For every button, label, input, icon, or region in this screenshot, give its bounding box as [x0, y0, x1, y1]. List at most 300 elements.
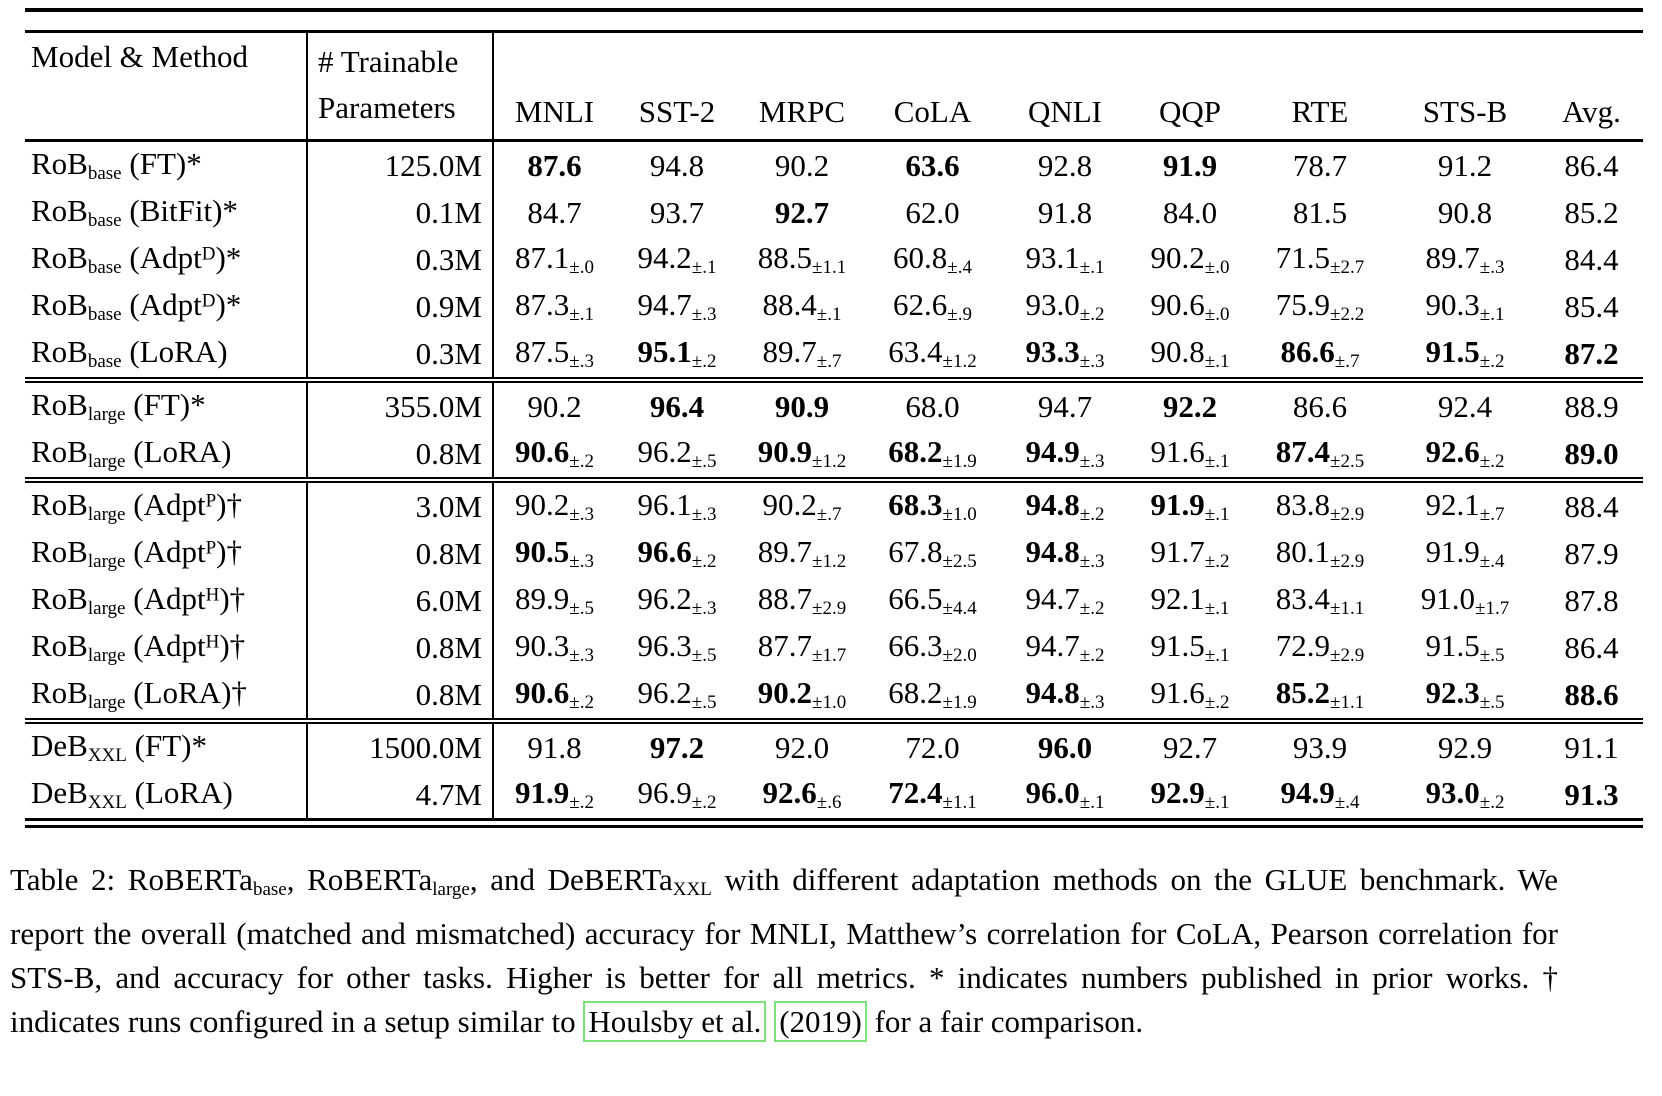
metric-cell: [1130, 577, 1250, 624]
metric-value: 78.7: [1292, 148, 1348, 183]
glue-results-table: [25, 30, 1643, 821]
metric-cell: [1250, 577, 1390, 624]
metric-cell: [1390, 624, 1540, 671]
method-label: (LoRA)†: [125, 675, 247, 711]
method-superscript: D: [201, 243, 216, 265]
metric-value: 90.9: [757, 434, 813, 470]
metric-stddev-subscript: ±2.5: [1330, 450, 1365, 472]
trainable-parameters-cell: 0.1M: [307, 189, 493, 236]
metric-cell: [1250, 721, 1390, 771]
metric-cell: [1250, 141, 1390, 190]
header-trainable-line1: # Trainable: [318, 44, 459, 79]
caption-subscript: large: [432, 878, 470, 900]
table-row: [25, 771, 1643, 820]
table-row: [25, 330, 1643, 380]
metric-stddev-subscript: ±.1: [1204, 644, 1230, 666]
metric-value: 91.5: [1425, 334, 1480, 370]
metric-cell: [1250, 771, 1390, 820]
caption-subscript: XXL: [672, 878, 712, 900]
metric-cell: [615, 330, 739, 380]
metric-value: 90.2: [1150, 240, 1205, 276]
metric-cell: [1390, 330, 1540, 380]
metric-value: 62.6: [893, 287, 948, 323]
metric-cell: [615, 430, 739, 480]
metric-value: 75.9: [1275, 287, 1331, 323]
model-method-cell: [25, 380, 307, 430]
metric-stddev-subscript: ±1.1: [942, 791, 977, 813]
model-method-cell: [25, 189, 307, 236]
method-label-suffix: )†: [216, 534, 242, 570]
metric-value: 91.9: [1150, 487, 1205, 523]
metric-value: 91.9: [1425, 534, 1480, 570]
metric-cell: [493, 577, 615, 624]
metric-stddev-subscript: ±.1: [816, 303, 842, 325]
metric-stddev-subscript: ±.3: [1079, 550, 1105, 572]
table-top-rule: [25, 8, 1643, 12]
metric-value: 87.3: [515, 287, 570, 323]
metric-stddev-subscript: ±.5: [1479, 691, 1505, 713]
model-subscript: large: [87, 644, 126, 666]
metric-cell: [739, 771, 865, 820]
metric-value: 86.6: [1292, 389, 1348, 424]
metric-cell: [1250, 380, 1390, 430]
metric-value: 85.2: [1275, 675, 1331, 711]
metric-value: 97.2: [649, 730, 705, 765]
metric-stddev-subscript: ±.5: [569, 597, 594, 619]
metric-stddev-subscript: ±.3: [569, 350, 594, 372]
metric-value: 96.9: [637, 775, 692, 811]
metric-cell: [739, 480, 865, 530]
metric-cell: [493, 624, 615, 671]
metric-cell: [493, 671, 615, 721]
caption-subscript: base: [252, 878, 287, 900]
metric-cell: [739, 283, 865, 330]
metric-value: 91.6: [1150, 434, 1205, 470]
metric-cell: [1130, 141, 1250, 190]
trainable-parameters-cell: 0.8M: [307, 624, 493, 671]
trainable-parameters-cell: 0.9M: [307, 283, 493, 330]
method-label: (LoRA): [126, 775, 233, 811]
metric-value: 72.4: [888, 775, 943, 811]
model-subscript: large: [87, 403, 126, 425]
metric-stddev-subscript: ±.9: [947, 303, 972, 325]
metric-cell: [493, 771, 615, 820]
metric-cell: [865, 480, 1000, 530]
trainable-parameters-cell: 0.3M: [307, 236, 493, 283]
metric-value: 91.1: [1564, 730, 1619, 765]
metric-value: 96.1: [637, 487, 692, 523]
metric-value: 87.7: [757, 628, 813, 664]
metric-cell: [865, 330, 1000, 380]
metric-cell: [1390, 771, 1540, 820]
metric-cell: [1540, 430, 1643, 480]
metric-stddev-subscript: ±.1: [1204, 503, 1230, 525]
metric-cell: [493, 380, 615, 430]
metric-value: 88.5: [757, 240, 813, 276]
method-label: (LoRA): [121, 334, 228, 370]
metric-value: 81.5: [1292, 195, 1348, 230]
metric-cell: [1390, 671, 1540, 721]
metric-cell: [739, 671, 865, 721]
trainable-parameters-cell: 0.8M: [307, 430, 493, 480]
metric-value: 91.3: [1564, 777, 1619, 812]
model-subscript: XXL: [87, 744, 127, 766]
metric-stddev-subscript: ±1.7: [1475, 597, 1510, 619]
column-header-cola: CoLA: [893, 94, 972, 129]
method-superscript: H: [205, 631, 220, 653]
column-header-sts-b: STS-B: [1422, 94, 1508, 129]
metric-value: 92.7: [1162, 730, 1218, 765]
metric-cell: [1000, 771, 1130, 820]
metric-value: 72.9: [1275, 628, 1331, 664]
metric-cell: [865, 189, 1000, 236]
metric-value: 88.4: [1564, 489, 1619, 524]
metric-cell: [739, 530, 865, 577]
metric-value: 90.2: [774, 148, 830, 183]
method-label: (LoRA): [125, 434, 232, 470]
metric-value: 93.9: [1292, 730, 1348, 765]
metric-stddev-subscript: ±.7: [816, 350, 842, 372]
metric-stddev-subscript: ±.5: [691, 644, 717, 666]
metric-cell: [865, 236, 1000, 283]
metric-value: 93.1: [1025, 240, 1080, 276]
column-header-rte: RTE: [1291, 94, 1349, 129]
metric-cell: [1540, 141, 1643, 190]
metric-stddev-subscript: ±.1: [1079, 791, 1105, 813]
metric-value: 84.0: [1162, 195, 1218, 230]
metric-stddev-subscript: ±.3: [1079, 691, 1105, 713]
table-row: [25, 283, 1643, 330]
model-name: DeB: [31, 728, 88, 764]
metric-cell: [739, 430, 865, 480]
metric-value: 90.8: [1150, 334, 1205, 370]
metric-cell: [1540, 530, 1643, 577]
method-label: (BitFit)*: [121, 193, 238, 229]
metric-value: 96.2: [637, 434, 692, 470]
metric-value: 94.9: [1280, 775, 1335, 811]
metric-stddev-subscript: ±.2: [1479, 350, 1505, 372]
metric-stddev-subscript: ±.0: [1204, 303, 1230, 325]
metric-stddev-subscript: ±.5: [1479, 644, 1505, 666]
metric-cell: [1250, 671, 1390, 721]
metric-value: 90.8: [1437, 195, 1493, 230]
metric-value: 72.0: [905, 730, 960, 765]
metric-stddev-subscript: ±2.7: [1330, 256, 1365, 278]
table-row: [25, 480, 1643, 530]
metric-cell: [615, 141, 739, 190]
metric-cell: [865, 430, 1000, 480]
method-superscript: H: [205, 584, 220, 606]
metric-value: 87.5: [515, 334, 570, 370]
metric-value: 90.6: [515, 675, 570, 711]
metric-stddev-subscript: ±.1: [1479, 303, 1505, 325]
metric-value: 91.5: [1150, 628, 1205, 664]
metric-cell: [493, 236, 615, 283]
metric-value: 87.9: [1564, 536, 1619, 571]
model-method-cell: [25, 577, 307, 624]
model-name: RoB: [31, 675, 88, 711]
model-method-cell: [25, 430, 307, 480]
metric-cell: [1130, 236, 1250, 283]
metric-value: 93.3: [1025, 334, 1080, 370]
metric-value: 90.2: [515, 487, 570, 523]
metric-cell: [739, 577, 865, 624]
caption-text: , RoBERTa: [286, 862, 433, 897]
metric-stddev-subscript: ±.2: [569, 450, 594, 472]
metric-stddev-subscript: ±.7: [1479, 503, 1505, 525]
model-subscript: large: [87, 691, 126, 713]
metric-cell: [615, 771, 739, 820]
metric-stddev-subscript: ±.0: [569, 256, 594, 278]
metric-cell: [493, 189, 615, 236]
metric-value: 93.0: [1025, 287, 1080, 323]
table-row: [25, 236, 1643, 283]
metric-stddev-subscript: ±1.2: [942, 350, 977, 372]
metric-value: 95.1: [637, 334, 692, 370]
table-row: [25, 380, 1643, 430]
metric-stddev-subscript: ±.1: [691, 256, 717, 278]
trainable-parameters-cell: 0.8M: [307, 530, 493, 577]
metric-value: 92.7: [774, 195, 830, 230]
trainable-parameters-cell: 3.0M: [307, 480, 493, 530]
metric-cell: [739, 189, 865, 236]
metric-cell: [739, 330, 865, 380]
metric-value: 90.2: [762, 487, 817, 523]
table-header-row: [25, 32, 1643, 141]
metric-value: 68.0: [905, 389, 960, 424]
metric-value: 92.6: [762, 775, 817, 811]
caption-text: Table 2: RoBERTa: [10, 862, 253, 897]
metric-stddev-subscript: ±.2: [1204, 550, 1230, 572]
metric-stddev-subscript: ±2.9: [1330, 550, 1365, 572]
metric-value: 92.8: [1037, 148, 1093, 183]
metric-cell: [1000, 430, 1130, 480]
metric-value: 88.4: [762, 287, 817, 323]
model-method-cell: [25, 141, 307, 190]
metric-stddev-subscript: ±2.9: [1330, 644, 1365, 666]
method-label: (FT)*: [121, 146, 202, 182]
method-label: (Adpt: [125, 534, 206, 570]
model-subscript: large: [87, 450, 126, 472]
model-method-cell: [25, 671, 307, 721]
citation-link[interactable]: (2019): [774, 1001, 867, 1042]
metric-value: 86.6: [1280, 334, 1335, 370]
header-trainable-line2: Parameters: [318, 90, 456, 125]
metric-cell: [1000, 671, 1130, 721]
metric-cell: [1540, 771, 1643, 820]
metric-stddev-subscript: ±.2: [569, 791, 594, 813]
column-header-qqp: QQP: [1158, 94, 1221, 129]
method-label-suffix: )†: [219, 628, 246, 664]
metric-value: 63.6: [905, 148, 960, 183]
metric-cell: [865, 721, 1000, 771]
citation-link[interactable]: Houlsby et al.: [583, 1001, 766, 1042]
metric-stddev-subscript: ±.5: [691, 691, 717, 713]
metric-cell: [615, 189, 739, 236]
metric-value: 91.8: [1037, 195, 1093, 230]
metric-stddev-subscript: ±.2: [691, 550, 717, 572]
model-name: RoB: [31, 434, 88, 470]
method-label-suffix: )*: [215, 240, 242, 276]
metric-cell: [615, 624, 739, 671]
metric-stddev-subscript: ±.1: [1204, 791, 1230, 813]
metric-cell: [1000, 141, 1130, 190]
metric-cell: [1540, 236, 1643, 283]
metric-value: 91.9: [1162, 148, 1218, 183]
metric-cell: [1130, 283, 1250, 330]
metric-cell: [865, 141, 1000, 190]
metric-value: 94.8: [649, 148, 705, 183]
method-label: (Adpt: [125, 628, 206, 664]
metric-value: 87.6: [527, 148, 582, 183]
metric-cell: [1540, 721, 1643, 771]
metric-value: 96.0: [1025, 775, 1080, 811]
method-label: (Adpt: [121, 287, 202, 323]
method-label: (Adpt: [125, 581, 206, 617]
metric-value: 90.6: [515, 434, 570, 470]
metric-value: 85.2: [1564, 195, 1619, 230]
metric-stddev-subscript: ±.3: [1479, 256, 1505, 278]
metric-stddev-subscript: ±.1: [569, 303, 594, 325]
metric-cell: [865, 283, 1000, 330]
metric-value: 87.8: [1564, 583, 1619, 618]
metric-cell: [615, 671, 739, 721]
metric-cell: [1540, 577, 1643, 624]
metric-cell: [1540, 480, 1643, 530]
metric-stddev-subscript: ±1.1: [1330, 691, 1365, 713]
trainable-parameters-cell: 355.0M: [307, 380, 493, 430]
model-subscript: base: [87, 303, 122, 325]
metric-stddev-subscript: ±.1: [1204, 350, 1230, 372]
metric-cell: [1390, 530, 1540, 577]
table-caption: [10, 858, 1558, 1044]
metric-value: 91.6: [1150, 675, 1205, 711]
metric-cell: [493, 283, 615, 330]
model-name: RoB: [31, 487, 88, 523]
model-name: RoB: [31, 146, 88, 182]
metric-value: 68.3: [888, 487, 943, 523]
model-subscript: large: [87, 597, 126, 619]
metric-cell: [1000, 380, 1130, 430]
metric-cell: [1250, 236, 1390, 283]
metric-cell: [1000, 530, 1130, 577]
metric-cell: [1540, 283, 1643, 330]
metric-cell: [493, 330, 615, 380]
metric-value: 71.5: [1275, 240, 1331, 276]
trainable-parameters-cell: 0.8M: [307, 671, 493, 721]
metric-value: 96.2: [637, 581, 692, 617]
metric-cell: [615, 236, 739, 283]
metric-value: 90.6: [1150, 287, 1205, 323]
metric-value: 92.1: [1425, 487, 1480, 523]
model-name: DeB: [31, 775, 88, 811]
metric-cell: [865, 771, 1000, 820]
metric-value: 96.0: [1037, 730, 1093, 765]
metric-stddev-subscript: ±.2: [1204, 691, 1230, 713]
metric-cell: [1130, 771, 1250, 820]
trainable-parameters-cell: 1500.0M: [307, 721, 493, 771]
metric-cell: [615, 530, 739, 577]
table-row: [25, 577, 1643, 624]
model-subscript: base: [87, 350, 122, 372]
metric-value: 89.7: [757, 534, 813, 570]
metric-cell: [865, 671, 1000, 721]
metric-stddev-subscript: ±.3: [569, 503, 594, 525]
metric-stddev-subscript: ±1.1: [1330, 597, 1365, 619]
method-superscript: P: [205, 537, 217, 559]
metric-value: 90.3: [1425, 287, 1480, 323]
table-row: [25, 189, 1643, 236]
metric-value: 96.2: [637, 675, 692, 711]
metric-value: 66.5: [888, 581, 943, 617]
model-method-cell: [25, 771, 307, 820]
metric-stddev-subscript: ±.2: [1479, 791, 1505, 813]
metric-cell: [1390, 189, 1540, 236]
metric-value: 91.2: [1437, 148, 1493, 183]
metric-value: 63.4: [888, 334, 943, 370]
metric-cell: [739, 141, 865, 190]
method-label-suffix: )†: [219, 581, 246, 617]
model-name: RoB: [31, 387, 88, 423]
model-method-cell: [25, 236, 307, 283]
metric-value: 94.7: [1025, 628, 1080, 664]
metric-cell: [1390, 236, 1540, 283]
method-label: (FT)*: [125, 387, 206, 423]
metric-value: 91.9: [515, 775, 570, 811]
metric-cell: [1130, 624, 1250, 671]
metric-stddev-subscript: ±4.4: [942, 597, 977, 619]
metric-value: 87.4: [1275, 434, 1331, 470]
metric-value: 94.8: [1025, 534, 1080, 570]
metric-stddev-subscript: ±.3: [691, 503, 717, 525]
metric-cell: [1130, 671, 1250, 721]
metric-value: 91.0: [1420, 581, 1476, 617]
metric-cell: [1000, 189, 1130, 236]
model-subscript: large: [87, 503, 126, 525]
table-bottom-rule: [25, 825, 1643, 828]
table-row: [25, 141, 1643, 190]
metric-stddev-subscript: ±.2: [1079, 503, 1105, 525]
metric-value: 92.6: [1425, 434, 1480, 470]
model-method-cell: [25, 283, 307, 330]
metric-value: 94.7: [1037, 389, 1093, 424]
column-header-mrpc: MRPC: [758, 94, 846, 129]
metric-stddev-subscript: ±.3: [691, 597, 717, 619]
metric-value: 92.0: [774, 730, 830, 765]
metric-value: 84.7: [527, 195, 582, 230]
metric-value: 94.2: [637, 240, 692, 276]
metric-stddev-subscript: ±.4: [1479, 550, 1505, 572]
metric-value: 80.1: [1275, 534, 1331, 570]
metric-stddev-subscript: ±.0: [1204, 256, 1230, 278]
metric-cell: [1000, 480, 1130, 530]
table-group: [25, 721, 1643, 820]
column-header-mnli: MNLI: [514, 94, 595, 129]
metric-value: 85.4: [1564, 289, 1619, 324]
metric-stddev-subscript: ±.3: [1079, 450, 1105, 472]
model-method-cell: [25, 624, 307, 671]
metric-cell: [615, 283, 739, 330]
metric-stddev-subscript: ±1.2: [812, 550, 847, 572]
table-row: [25, 430, 1643, 480]
metric-value: 91.7: [1150, 534, 1205, 570]
metric-value: 87.2: [1564, 336, 1619, 371]
method-superscript: P: [205, 490, 217, 512]
metric-cell: [493, 721, 615, 771]
caption-text: with different adaptation methods on the GLUE benchmark. We report the overall (matched and mismatched) accuracy for MNLI, Matthew’s correlation for CoLA, Pearson correlation for STS-B, and accuracy for other tasks. Higher is better for all metrics. * indicates numbers published in prior works. † indicates runs configured in a setup similar to: [10, 862, 1558, 1039]
metric-stddev-subscript: ±.7: [1334, 350, 1360, 372]
metric-value: 92.1: [1150, 581, 1205, 617]
